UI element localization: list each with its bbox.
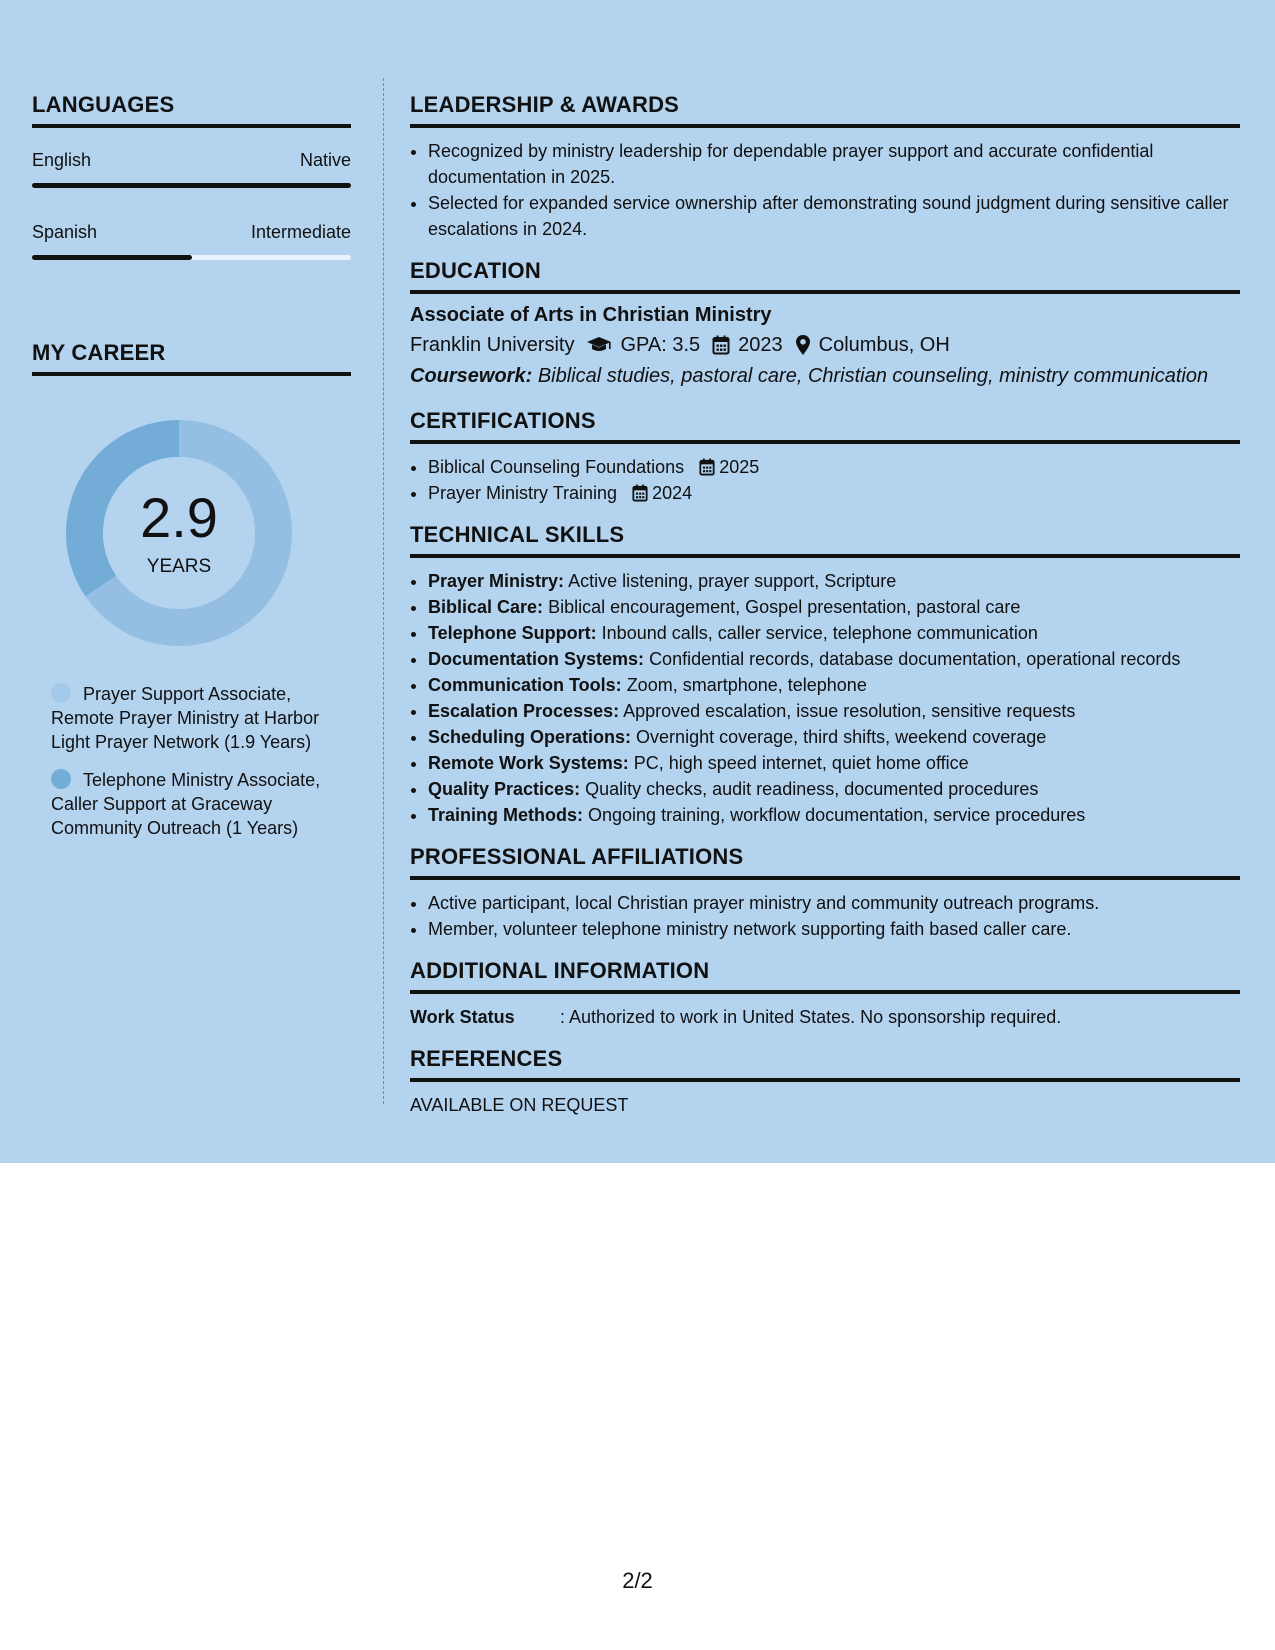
career-legend-dot — [51, 769, 71, 789]
skill-value: PC, high speed internet, quiet home office — [633, 753, 969, 773]
skill-item — [428, 568, 1240, 594]
career-item-text: Prayer Support Associate, Remote Prayer Ministry at Harbor Light Prayer Network (1.9 Years) — [51, 684, 320, 752]
career-total-value: 2.9 — [140, 486, 218, 549]
leadership-section — [410, 92, 1240, 242]
calendar-icon — [632, 484, 648, 502]
left-column — [32, 92, 351, 854]
education-year: 2023 — [738, 334, 783, 356]
skill-label: Communication Tools: — [428, 675, 622, 695]
skill-label: Prayer Ministry: — [428, 571, 565, 591]
work-status-row — [410, 1004, 1240, 1030]
skill-item — [428, 620, 1240, 646]
language-item — [32, 150, 351, 188]
education-location: Columbus, OH — [818, 334, 950, 356]
education-gpa: GPA: 3.5 — [620, 334, 701, 356]
skill-value: Zoom, smartphone, telephone — [626, 675, 867, 695]
additional-section — [410, 958, 1240, 1030]
skill-value: Inbound calls, caller service, telephone communication — [601, 623, 1038, 643]
career-donut-chart — [66, 420, 292, 646]
leadership-list — [410, 138, 1240, 242]
education-school: Franklin University — [410, 334, 575, 356]
certifications-list — [410, 454, 1240, 506]
language-level: Intermediate — [250, 222, 351, 242]
skill-value: Confidential records, database documentation, operational records — [649, 649, 1181, 669]
skill-label: Telephone Support: — [428, 623, 597, 643]
skill-item — [428, 672, 1240, 698]
career-total-unit: YEARS — [146, 556, 212, 577]
languages-title: LANGUAGES — [32, 92, 351, 128]
skill-item — [428, 724, 1240, 750]
list-item: • Active participant, local Christian prayer ministry and community outreach programs. — [428, 890, 1240, 916]
page-number: 2/2 — [622, 1568, 653, 1593]
references-title: REFERENCES — [410, 1046, 1240, 1082]
affiliations-list — [410, 890, 1240, 942]
skill-label: Documentation Systems: — [428, 649, 645, 669]
career-legend-dot — [51, 683, 71, 703]
language-level: Native — [299, 150, 351, 170]
skill-label: Training Methods: — [428, 805, 583, 825]
list-item: • Member, volunteer telephone ministry network supporting faith based caller care. — [428, 916, 1240, 942]
leadership-title: LEADERSHIP & AWARDS — [410, 92, 1240, 128]
language-proficiency-bar — [32, 255, 351, 260]
skill-label: Quality Practices: — [428, 779, 581, 799]
skill-label: Remote Work Systems: — [428, 753, 629, 773]
skill-value: Overnight coverage, third shifts, weekend coverage — [636, 727, 1047, 747]
references-text: AVAILABLE ON REQUEST — [410, 1095, 629, 1115]
skill-item — [428, 776, 1240, 802]
certification-name: Biblical Counseling Foundations — [428, 457, 685, 477]
affiliations-section — [410, 844, 1240, 942]
language-proficiency-fill — [32, 183, 351, 188]
education-coursework — [410, 360, 1240, 392]
right-column — [410, 92, 1240, 1134]
column-divider — [383, 78, 384, 1104]
language-item — [32, 222, 351, 260]
references-section — [410, 1046, 1240, 1118]
skill-label: Scheduling Operations: — [428, 727, 632, 747]
calendar-icon — [699, 458, 715, 476]
education-section — [410, 258, 1240, 392]
career-item — [51, 768, 341, 840]
coursework-text: Biblical studies, pastoral care, Christian counseling, ministry communication — [537, 365, 1209, 387]
additional-title: ADDITIONAL INFORMATION — [410, 958, 1240, 994]
work-status-value: : Authorized to work in United States. No sponsorship required. — [560, 1007, 1062, 1027]
coursework-label: Coursework: — [410, 365, 533, 387]
skill-item — [428, 698, 1240, 724]
skill-value: Active listening, prayer support, Scripture — [568, 571, 897, 591]
certification-year: 2024 — [652, 483, 693, 503]
language-name: Spanish — [32, 222, 98, 242]
skill-item — [428, 750, 1240, 776]
certifications-title: CERTIFICATIONS — [410, 408, 1240, 444]
education-title: EDUCATION — [410, 258, 1240, 294]
skill-value: Quality checks, audit readiness, documented procedures — [585, 779, 1039, 799]
list-item — [428, 480, 1240, 506]
graduation-cap-icon — [586, 335, 612, 355]
education-meta — [410, 330, 1240, 360]
list-item: • Selected for expanded service ownership after demonstrating sound judgment during sensitive caller escalations in 2024. — [428, 190, 1240, 242]
certifications-section — [410, 408, 1240, 506]
skills-list — [410, 568, 1240, 828]
affiliations-title: PROFESSIONAL AFFILIATIONS — [410, 844, 1240, 880]
list-item — [428, 454, 1240, 480]
career-title: MY CAREER — [32, 340, 351, 376]
list-item: • Recognized by ministry leadership for dependable prayer support and accurate confidential documentation in 2025. — [428, 138, 1240, 190]
location-pin-icon — [795, 334, 811, 356]
skill-value: Ongoing training, workflow documentation, service procedures — [588, 805, 1086, 825]
calendar-icon — [712, 335, 730, 355]
skill-item — [428, 802, 1240, 828]
skill-label: Biblical Care: — [428, 597, 544, 617]
language-name: English — [32, 150, 92, 170]
career-list — [51, 682, 341, 840]
skill-value: Biblical encouragement, Gospel presentation, pastoral care — [548, 597, 1021, 617]
skill-item — [428, 594, 1240, 620]
career-item — [51, 682, 341, 754]
skill-label: Escalation Processes: — [428, 701, 620, 721]
skills-section — [410, 522, 1240, 828]
language-proficiency-bar — [32, 183, 351, 188]
certification-name: Prayer Ministry Training — [428, 483, 618, 503]
education-degree: Associate of Arts in Christian Ministry — [410, 304, 772, 326]
certification-year: 2025 — [719, 457, 760, 477]
work-status-key: Work Status — [410, 1007, 515, 1027]
career-item-text: Telephone Ministry Associate, Caller Support at Graceway Community Outreach (1 Years) — [51, 770, 321, 838]
language-proficiency-fill — [32, 255, 192, 260]
skill-item — [428, 646, 1240, 672]
skill-value: Approved escalation, issue resolution, sensitive requests — [623, 701, 1076, 721]
skills-title: TECHNICAL SKILLS — [410, 522, 1240, 558]
